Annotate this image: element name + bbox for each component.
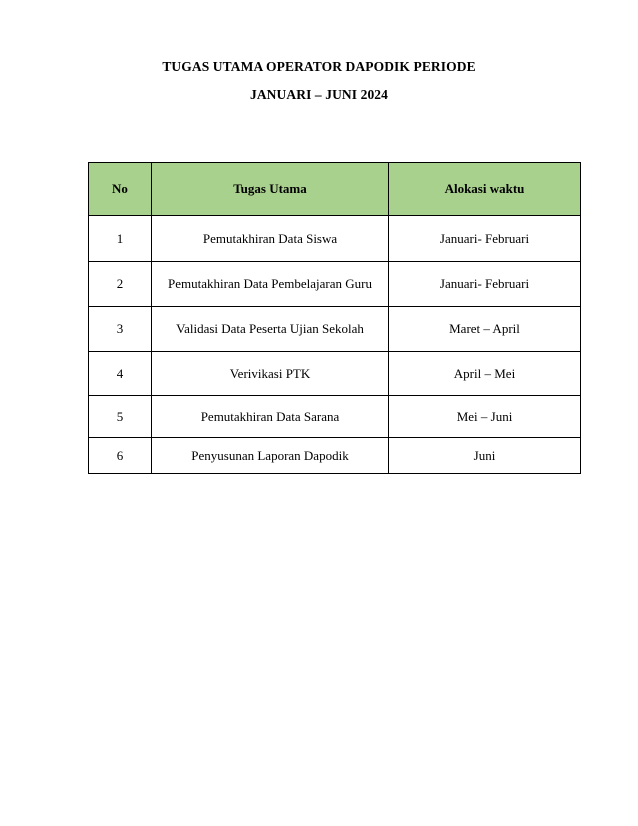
cell-task: Validasi Data Peserta Ujian Sekolah [152,307,389,352]
table-row [89,352,581,396]
cell-task: Penyusunan Laporan Dapodik [152,438,389,474]
document-title-line-1: TUGAS UTAMA OPERATOR DAPODIK PERIODE [162,59,476,74]
table-row [89,396,581,438]
cell-time: Juni [389,438,581,474]
cell-time: Maret – April [389,307,581,352]
table-row [89,216,581,262]
table-row [89,307,581,352]
tasks-table [88,162,581,474]
cell-task: Pemutakhiran Data Pembelajaran Guru [152,262,389,307]
cell-no: 6 [89,438,152,474]
cell-time: April – Mei [389,352,581,396]
cell-task: Pemutakhiran Data Siswa [152,216,389,262]
cell-task: Verivikasi PTK [152,352,389,396]
header-tugas-utama: Tugas Utama [152,163,389,216]
header-alokasi-waktu: Alokasi waktu [389,163,581,216]
cell-time: Januari- Februari [389,216,581,262]
table-row [89,438,581,474]
document-title-line-2: JANUARI – JUNI 2024 [249,87,389,102]
cell-no: 5 [89,396,152,438]
cell-no: 4 [89,352,152,396]
cell-no: 2 [89,262,152,307]
header-no: No [89,163,152,216]
cell-task: Pemutakhiran Data Sarana [152,396,389,438]
cell-time: Januari- Februari [389,262,581,307]
table-row [89,262,581,307]
cell-no: 3 [89,307,152,352]
cell-no: 1 [89,216,152,262]
table-header-row [89,163,581,216]
cell-time: Mei – Juni [389,396,581,438]
